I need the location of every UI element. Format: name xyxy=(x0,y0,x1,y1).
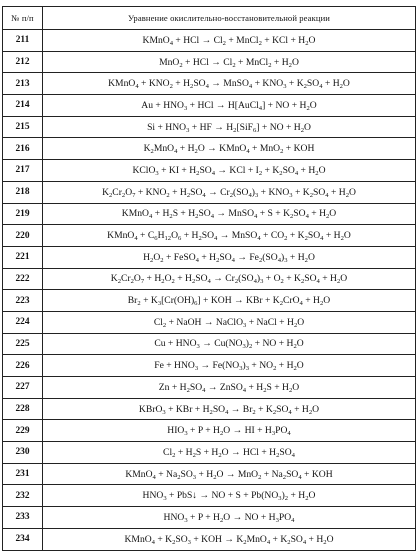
reaction-equation: $K_2MnO_4 + H_2O$ → KMnO$_4$ + MnO$_2$ + KOH xyxy=(43,138,416,160)
reactions-table xyxy=(2,6,416,551)
table-row xyxy=(3,246,416,268)
row-number: 225 xyxy=(3,333,43,355)
table-row xyxy=(3,203,416,225)
row-number: 223 xyxy=(3,290,43,312)
row-number: 231 xyxy=(3,463,43,485)
reaction-equation: $Au + HNO_3$ + HCl → H[AuCl$_4$] + NO + $H_2O$ xyxy=(43,95,416,117)
table-row xyxy=(3,51,416,73)
reaction-equation: $HNO_3$ + PbS↓ → NO + $S + Pb(NO_3)_2 + H_2O$ xyxy=(43,485,416,507)
table-row xyxy=(3,181,416,203)
table-row xyxy=(3,398,416,420)
reaction-equation: KMnO$_4$ + $Na_2SO_3 + H_2O \to MnO_2 + Na_2SO_4$ + KOH xyxy=(43,463,416,485)
table-row xyxy=(3,95,416,117)
row-number: 214 xyxy=(3,95,43,117)
reaction-equation: KMnO$_4$ + $K_2SO_3$ + KOH → $K_2MnO_4 + K_2SO_4 + H_2O$ xyxy=(43,528,416,550)
table-row xyxy=(3,73,416,95)
table-row xyxy=(3,311,416,333)
row-number: 216 xyxy=(3,138,43,160)
table-row xyxy=(3,507,416,529)
row-number: 220 xyxy=(3,225,43,247)
row-number: 229 xyxy=(3,420,43,442)
reaction-equation: $HIO_3 + P + H_2O$ → HI + $H_3PO_4$ xyxy=(43,420,416,442)
row-number: 226 xyxy=(3,355,43,377)
table-row xyxy=(3,225,416,247)
reaction-equation: KMnO$_4$ + $KNO_2 + H_2SO_4$ → MnSO$_4$ + $KNO_3 + K_2SO_4 + H_2O$ xyxy=(43,73,416,95)
row-number: 228 xyxy=(3,398,43,420)
reaction-equation: $Si + HNO_3$ + HF → $H_2[SiF_6]$ + NO + $H_2O$ xyxy=(43,116,416,138)
reaction-equation: $K_2Cr_2O_7 + KNO_2 + H_2SO_4 \to Cr_2(SO_4)_3 + KNO_3 + K_2SO_4 + H_2O$ xyxy=(43,181,416,203)
reaction-equation: $Zn + H_2SO_4$ → ZnSO$_4$ + $H_2S + H_2O$ xyxy=(43,377,416,399)
reaction-equation: KMnO$_4$ + $H_2S + H_2SO_4$ → MnSO$_4$ + $S + K_2SO_4 + H_2O$ xyxy=(43,203,416,225)
row-number: 212 xyxy=(3,51,43,73)
table-row xyxy=(3,377,416,399)
reaction-equation: $K_2Cr_2O_7 + H_2O_2 + H_2SO_4 \to Cr_2(SO_4)_3 + O_2 + K_2SO_4 + H_2O$ xyxy=(43,268,416,290)
row-number: 230 xyxy=(3,442,43,464)
table-row xyxy=(3,442,416,464)
row-number: 227 xyxy=(3,377,43,399)
reaction-equation: MnO$_2$ + HCl → $Cl_2$ + MnCl$_2$ + $H_2O$ xyxy=(43,51,416,73)
header-equation: Уравнение окислительно-восстановительной реакции xyxy=(43,7,416,30)
header-number: № п/п xyxy=(3,7,43,30)
table-row xyxy=(3,116,416,138)
row-number: 233 xyxy=(3,507,43,529)
header-row xyxy=(3,7,416,30)
reaction-equation: $H_2O_2$ + FeSO$_4$ + $H_2SO_4 \to Fe_2(SO_4)_3 + H_2O$ xyxy=(43,246,416,268)
table-row xyxy=(3,290,416,312)
reaction-equation: KClO$_3$ + KI + $H_2SO_4$ → KCl + $I_2 + K_2SO_4 + H_2O$ xyxy=(43,160,416,182)
reaction-equation: KBrO$_3$ + KBr + $H_2SO_4 \to Br_2 + K_2SO_4 + H_2O$ xyxy=(43,398,416,420)
row-number: 219 xyxy=(3,203,43,225)
table-row xyxy=(3,138,416,160)
reaction-equation: $Cu + HNO_3 \to Cu(NO_3)_2$ + NO + $H_2O$ xyxy=(43,333,416,355)
row-number: 232 xyxy=(3,485,43,507)
row-number: 222 xyxy=(3,268,43,290)
row-number: 218 xyxy=(3,181,43,203)
table-row xyxy=(3,463,416,485)
row-number: 213 xyxy=(3,73,43,95)
row-number: 217 xyxy=(3,160,43,182)
reaction-equation: $HNO_3 + P + H_2O$ → NO + $H_3PO_4$ xyxy=(43,507,416,529)
reaction-equation: $Cl_2 + H_2S + H_2O$ → HCl + $H_2SO_4$ xyxy=(43,442,416,464)
reaction-equation: KMnO$_4$ + $C_6H_{12}O_6 + H_2SO_4$ → MnSO$_4$ + $CO_2 + K_2SO_4 + H_2O$ xyxy=(43,225,416,247)
table-row xyxy=(3,528,416,550)
table-row xyxy=(3,355,416,377)
row-number: 224 xyxy=(3,311,43,333)
table-row xyxy=(3,333,416,355)
reaction-equation: $Cl_2$ + NaOH → NaClO$_3$ + NaCl + $H_2O$ xyxy=(43,311,416,333)
table-row xyxy=(3,30,416,52)
row-number: 234 xyxy=(3,528,43,550)
row-number: 211 xyxy=(3,30,43,52)
table-row xyxy=(3,160,416,182)
table-row xyxy=(3,420,416,442)
reaction-equation: $Fe + HNO_3 \to Fe(NO_3)_3 + NO_2 + H_2O$ xyxy=(43,355,416,377)
table-row xyxy=(3,268,416,290)
row-number: 215 xyxy=(3,116,43,138)
table-row xyxy=(3,485,416,507)
reaction-equation: $Br_2 + K_3[Cr(OH)_6]$ + KOH → KBr + $K_2CrO_4 + H_2O$ xyxy=(43,290,416,312)
reaction-equation: KMnO$_4$ + HCl → $Cl_2$ + MnCl$_2$ + KCl + $H_2O$ xyxy=(43,30,416,52)
table-body xyxy=(3,30,416,551)
row-number: 221 xyxy=(3,246,43,268)
